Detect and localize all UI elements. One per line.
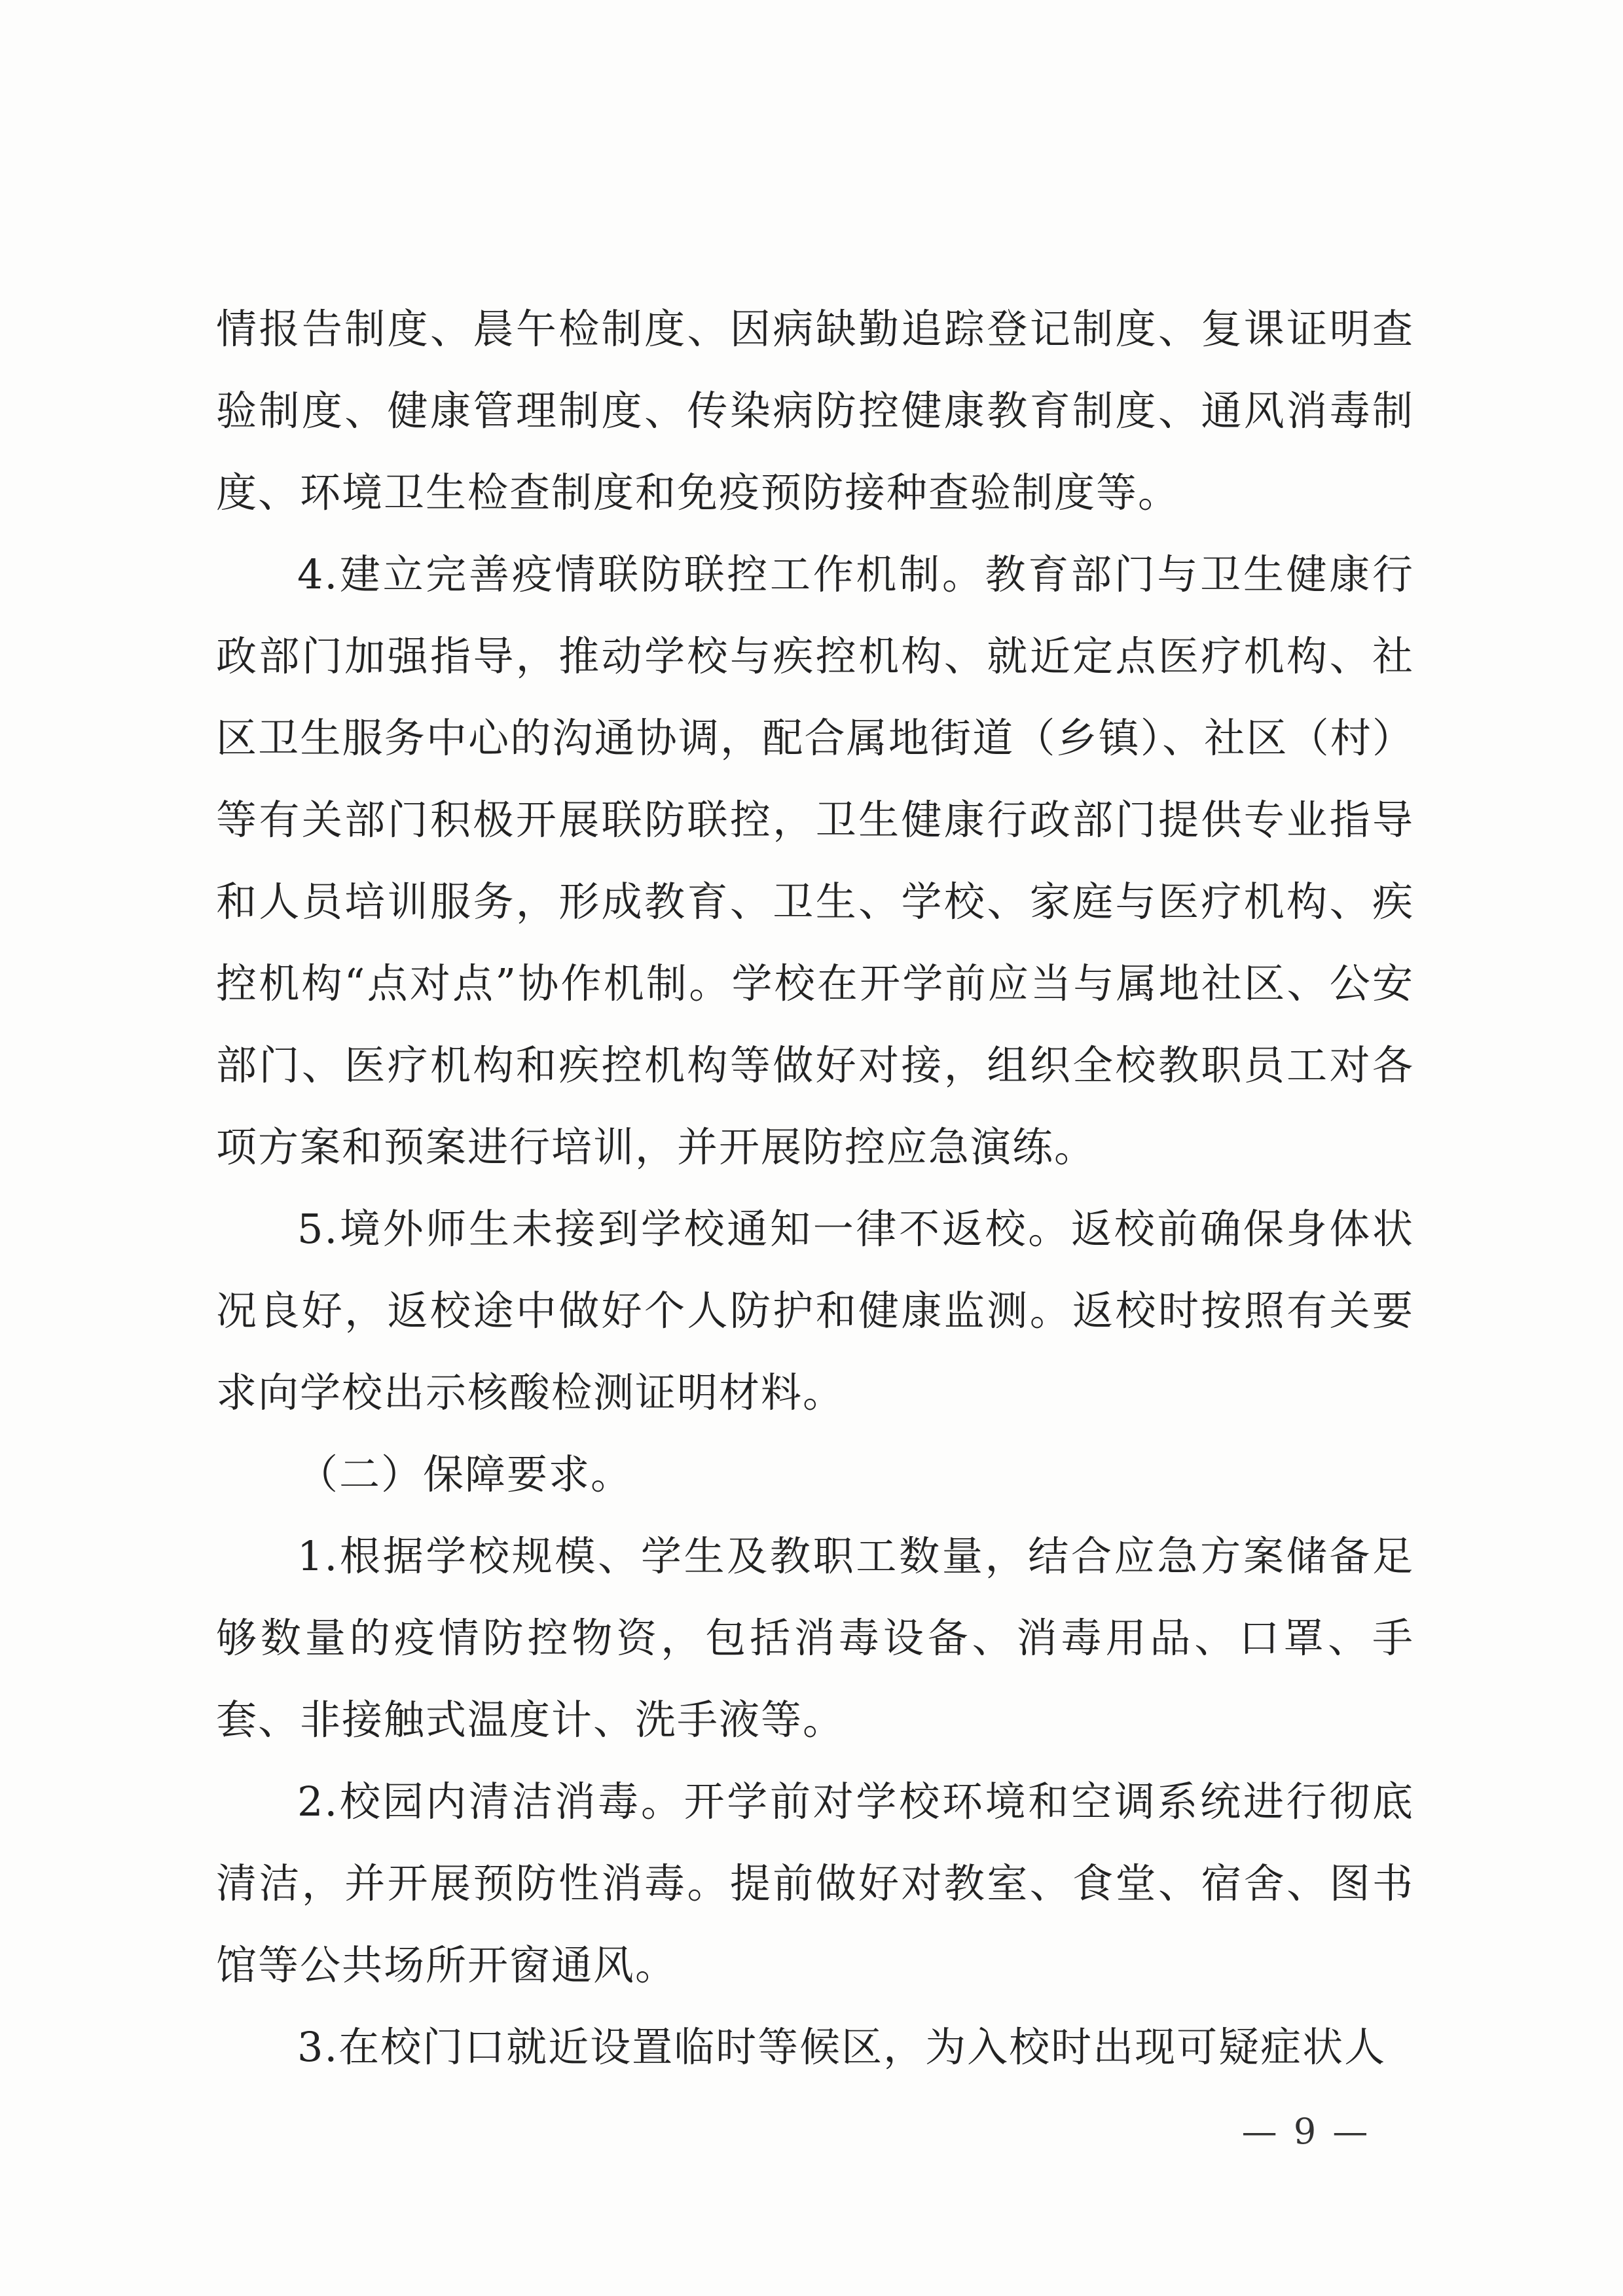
paragraph-item-5: 5.境外师生未接到学校通知一律不返校。返校前确保身体状况良好，返校途中做好个人防护和健康监测。返校时按照有关要求向学校出示核酸检测证明材料。 bbox=[216, 1205, 1414, 1416]
body-text bbox=[216, 288, 1414, 2088]
paragraph-item-4: 4.建立完善疫情联防联控工作机制。教育部门与卫生健康行政部门加强指导，推动学校与疾控机构、就近定点医疗机构、社区卫生服务中心的沟通协调，配合属地街道（乡镇）、社区（村）等有关部门积极开展联防联控，卫生健康行政部门提供专业指导和人员培训服务，形成教育、卫生、学校、家庭与医疗机构、疾控机构“点对点”协作机制。学校在开学前应当与属地社区、公安部门、医疗机构和疾控机构等做好对接，组织全校教职员工对各项方案和预案进行培训，并开展防控应急演练。 bbox=[216, 550, 1414, 1171]
paragraph-requirement-1: 1.根据学校规模、学生及教职工数量，结合应急方案储备足够数量的疫情防控物资，包括消毒设备、消毒用品、口罩、手套、非接触式温度计、洗手液等。 bbox=[216, 1532, 1414, 1744]
page-number: — 9 — bbox=[1241, 2111, 1371, 2152]
paragraph-requirement-2: 2.校园内清洁消毒。开学前对学校环境和空调系统进行彻底清洁，并开展预防性消毒。提前做好对教室、食堂、宿舍、图书馆等公共场所开窗通风。 bbox=[216, 1778, 1414, 1989]
paragraph-requirement-3: 3.在校门口就近设置临时等候区，为入校时出现可疑症状人 bbox=[297, 2023, 1387, 2071]
section-heading: （二）保障要求。 bbox=[297, 1450, 633, 1498]
paragraph-continued: 情报告制度、晨午检制度、因病缺勤追踪登记制度、复课证明查验制度、健康管理制度、传染病防控健康教育制度、通风消毒制度、环境卫生检查制度和免疫预防接种查验制度等。 bbox=[216, 305, 1414, 516]
